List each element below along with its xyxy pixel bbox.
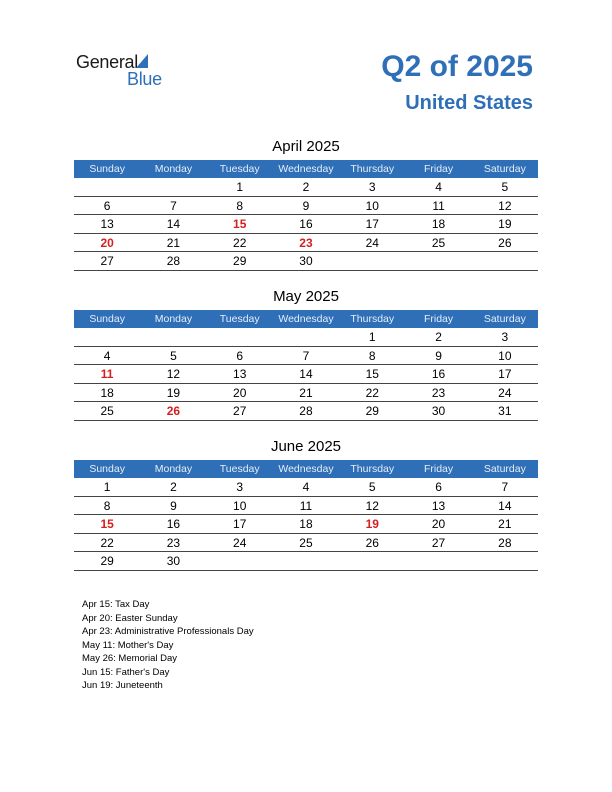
week-row bbox=[74, 178, 538, 197]
day-cell bbox=[472, 252, 538, 270]
day-cell: 16 bbox=[166, 517, 181, 531]
page-title: Q2 of 2025 bbox=[381, 50, 533, 83]
day-cell: 10 bbox=[233, 498, 247, 513]
weekday-label: Tuesday bbox=[219, 313, 260, 325]
day-cell bbox=[405, 552, 471, 570]
day-cell: 22 bbox=[365, 385, 379, 400]
day-cell: 30 bbox=[166, 554, 181, 568]
day-cell: 11 bbox=[299, 498, 313, 513]
day-cell: 18 bbox=[431, 217, 446, 231]
day-cell bbox=[273, 328, 339, 346]
week-row bbox=[74, 234, 538, 253]
day-cell: 23 bbox=[431, 385, 446, 400]
day-cell: 9 bbox=[435, 348, 442, 363]
week-row bbox=[74, 384, 538, 403]
day-cell: 15 bbox=[233, 217, 247, 231]
week-row bbox=[74, 252, 538, 271]
day-cell bbox=[339, 552, 405, 570]
day-cell: 9 bbox=[302, 198, 310, 213]
day-cell: 14 bbox=[166, 217, 181, 231]
day-cell: 1 bbox=[103, 480, 111, 494]
day-cell: 9 bbox=[170, 498, 177, 513]
week-row bbox=[74, 478, 538, 497]
weekday-label: Thursday bbox=[350, 163, 395, 175]
week-row bbox=[74, 328, 538, 347]
weekday-label: Saturday bbox=[483, 313, 526, 325]
month-may bbox=[74, 287, 538, 421]
day-cell: 8 bbox=[236, 198, 244, 213]
day-cell: 19 bbox=[166, 385, 181, 400]
day-cell: 13 bbox=[431, 498, 446, 513]
weekday-label: Wednesday bbox=[278, 313, 334, 325]
month-title: April 2025 bbox=[272, 138, 340, 155]
week-row bbox=[74, 402, 538, 421]
week-row bbox=[74, 347, 538, 366]
day-cell: 25 bbox=[100, 404, 114, 418]
day-cell: 6 bbox=[103, 198, 111, 213]
day-cell bbox=[472, 552, 538, 570]
weekday-label: Monday bbox=[154, 163, 193, 175]
weekday-label: Wednesday bbox=[278, 463, 334, 475]
day-cell: 26 bbox=[166, 404, 181, 418]
weekday-label: Monday bbox=[154, 313, 193, 325]
day-cell: 15 bbox=[100, 517, 114, 531]
day-cell: 17 bbox=[365, 217, 379, 231]
day-cell: 27 bbox=[100, 254, 114, 268]
day-cell: 11 bbox=[100, 367, 114, 381]
logo-triangle-icon bbox=[136, 54, 148, 68]
day-cell: 1 bbox=[236, 180, 244, 194]
day-cell: 24 bbox=[498, 385, 512, 400]
day-cell: 8 bbox=[103, 498, 111, 513]
weekday-label: Saturday bbox=[483, 163, 526, 175]
day-cell: 13 bbox=[100, 217, 114, 231]
day-cell: 7 bbox=[501, 480, 509, 494]
day-cell: 22 bbox=[100, 535, 114, 550]
weekday-label: Wednesday bbox=[278, 163, 334, 175]
day-cell bbox=[140, 178, 206, 196]
day-cell: 25 bbox=[431, 235, 446, 250]
weekday-header bbox=[74, 160, 538, 178]
day-cell: 4 bbox=[435, 180, 442, 194]
month-grid bbox=[74, 178, 538, 271]
day-cell: 2 bbox=[435, 330, 442, 344]
day-cell: 29 bbox=[100, 554, 114, 568]
holiday-item: Jun 19: Juneteenth bbox=[82, 680, 163, 691]
brand-logo bbox=[76, 52, 176, 92]
day-cell: 3 bbox=[236, 480, 244, 494]
weekday-label: Tuesday bbox=[219, 463, 260, 475]
day-cell: 6 bbox=[236, 348, 244, 363]
weekday-header bbox=[74, 310, 538, 328]
week-row bbox=[74, 515, 538, 534]
day-cell: 16 bbox=[299, 217, 313, 231]
week-row bbox=[74, 197, 538, 216]
day-cell: 25 bbox=[299, 535, 313, 550]
weekday-label: Saturday bbox=[483, 463, 526, 475]
day-cell: 7 bbox=[170, 198, 177, 213]
weekday-label: Monday bbox=[154, 463, 193, 475]
day-cell: 11 bbox=[432, 198, 445, 213]
day-cell: 5 bbox=[501, 180, 509, 194]
week-row bbox=[74, 534, 538, 553]
holiday-list bbox=[82, 598, 254, 693]
day-cell: 27 bbox=[431, 535, 446, 550]
day-cell: 5 bbox=[170, 348, 177, 363]
day-cell: 30 bbox=[299, 254, 313, 268]
day-cell: 27 bbox=[233, 404, 247, 418]
day-cell: 6 bbox=[435, 480, 442, 494]
day-cell bbox=[405, 252, 471, 270]
day-cell: 4 bbox=[103, 348, 111, 363]
day-cell: 31 bbox=[498, 404, 512, 418]
day-cell: 3 bbox=[501, 330, 509, 344]
day-cell: 5 bbox=[368, 480, 376, 494]
day-cell: 30 bbox=[431, 404, 446, 418]
day-cell: 20 bbox=[100, 235, 114, 250]
day-cell: 20 bbox=[233, 385, 247, 400]
day-cell: 24 bbox=[365, 235, 379, 250]
day-cell: 19 bbox=[365, 517, 379, 531]
day-cell: 10 bbox=[498, 348, 512, 363]
month-title: June 2025 bbox=[270, 438, 342, 455]
day-cell bbox=[74, 328, 140, 346]
weekday-label: Sunday bbox=[89, 163, 125, 175]
holiday-item: Apr 23: Administrative Professionals Day bbox=[82, 626, 254, 637]
weekday-label: Friday bbox=[423, 163, 454, 175]
day-cell bbox=[207, 328, 273, 346]
holiday-item: May 11: Mother's Day bbox=[82, 639, 174, 651]
day-cell: 26 bbox=[365, 535, 379, 550]
day-cell bbox=[207, 552, 273, 570]
weekday-label: Tuesday bbox=[219, 163, 260, 175]
country-name: United States bbox=[405, 92, 533, 114]
day-cell: 23 bbox=[299, 235, 313, 250]
day-cell bbox=[339, 252, 405, 270]
day-cell: 14 bbox=[299, 367, 313, 381]
week-row bbox=[74, 497, 538, 516]
weekday-label: Friday bbox=[423, 313, 454, 325]
month-april bbox=[74, 137, 538, 271]
week-row bbox=[74, 365, 538, 384]
day-cell: 14 bbox=[498, 498, 512, 513]
day-cell: 4 bbox=[302, 480, 310, 494]
day-cell: 2 bbox=[170, 480, 177, 494]
day-cell: 18 bbox=[299, 517, 313, 531]
weekday-label: Thursday bbox=[350, 463, 395, 475]
weekday-label: Friday bbox=[423, 463, 454, 475]
day-cell: 26 bbox=[498, 235, 512, 250]
day-cell: 29 bbox=[365, 404, 379, 418]
week-row bbox=[74, 215, 538, 234]
day-cell: 7 bbox=[302, 348, 310, 363]
day-cell: 19 bbox=[498, 217, 512, 231]
day-cell: 17 bbox=[233, 517, 247, 531]
day-cell: 18 bbox=[100, 385, 114, 400]
day-cell: 16 bbox=[431, 367, 446, 381]
holiday-item: Apr 15: Tax Day bbox=[82, 599, 150, 610]
month-title: May 2025 bbox=[273, 288, 339, 305]
holiday-item: Jun 15: Father's Day bbox=[82, 666, 170, 678]
weekday-label: Sunday bbox=[89, 313, 125, 325]
day-cell: 12 bbox=[166, 367, 181, 381]
day-cell: 3 bbox=[368, 180, 376, 194]
holiday-item: May 26: Memorial Day bbox=[82, 653, 178, 664]
day-cell: 28 bbox=[166, 254, 181, 268]
day-cell: 28 bbox=[498, 535, 512, 550]
day-cell: 21 bbox=[498, 517, 512, 531]
day-cell: 17 bbox=[498, 367, 512, 381]
day-cell: 13 bbox=[233, 367, 247, 381]
day-cell bbox=[74, 178, 140, 196]
day-cell: 21 bbox=[299, 385, 313, 400]
day-cell: 2 bbox=[302, 180, 310, 194]
day-cell: 12 bbox=[365, 498, 379, 513]
day-cell: 12 bbox=[498, 198, 512, 213]
day-cell: 15 bbox=[365, 367, 379, 381]
weekday-label: Sunday bbox=[89, 463, 125, 475]
weekday-label: Thursday bbox=[350, 313, 395, 325]
logo-text-general: General bbox=[76, 52, 138, 72]
day-cell: 22 bbox=[233, 235, 247, 250]
holiday-item: Apr 20: Easter Sunday bbox=[82, 612, 178, 624]
day-cell bbox=[273, 552, 339, 570]
day-cell: 21 bbox=[166, 235, 181, 250]
day-cell: 10 bbox=[365, 198, 379, 213]
week-row bbox=[74, 552, 538, 571]
day-cell: 23 bbox=[166, 535, 181, 550]
day-cell: 24 bbox=[233, 535, 247, 550]
month-grid bbox=[74, 478, 538, 571]
day-cell bbox=[140, 328, 206, 346]
day-cell: 28 bbox=[299, 404, 313, 418]
day-cell: 8 bbox=[368, 348, 376, 363]
day-cell: 29 bbox=[233, 254, 247, 268]
day-cell: 20 bbox=[431, 517, 446, 531]
month-grid bbox=[74, 328, 538, 421]
weekday-header bbox=[74, 460, 538, 478]
day-cell: 1 bbox=[368, 330, 376, 344]
month-june bbox=[74, 437, 538, 571]
logo-text-blue: Blue bbox=[127, 69, 162, 89]
